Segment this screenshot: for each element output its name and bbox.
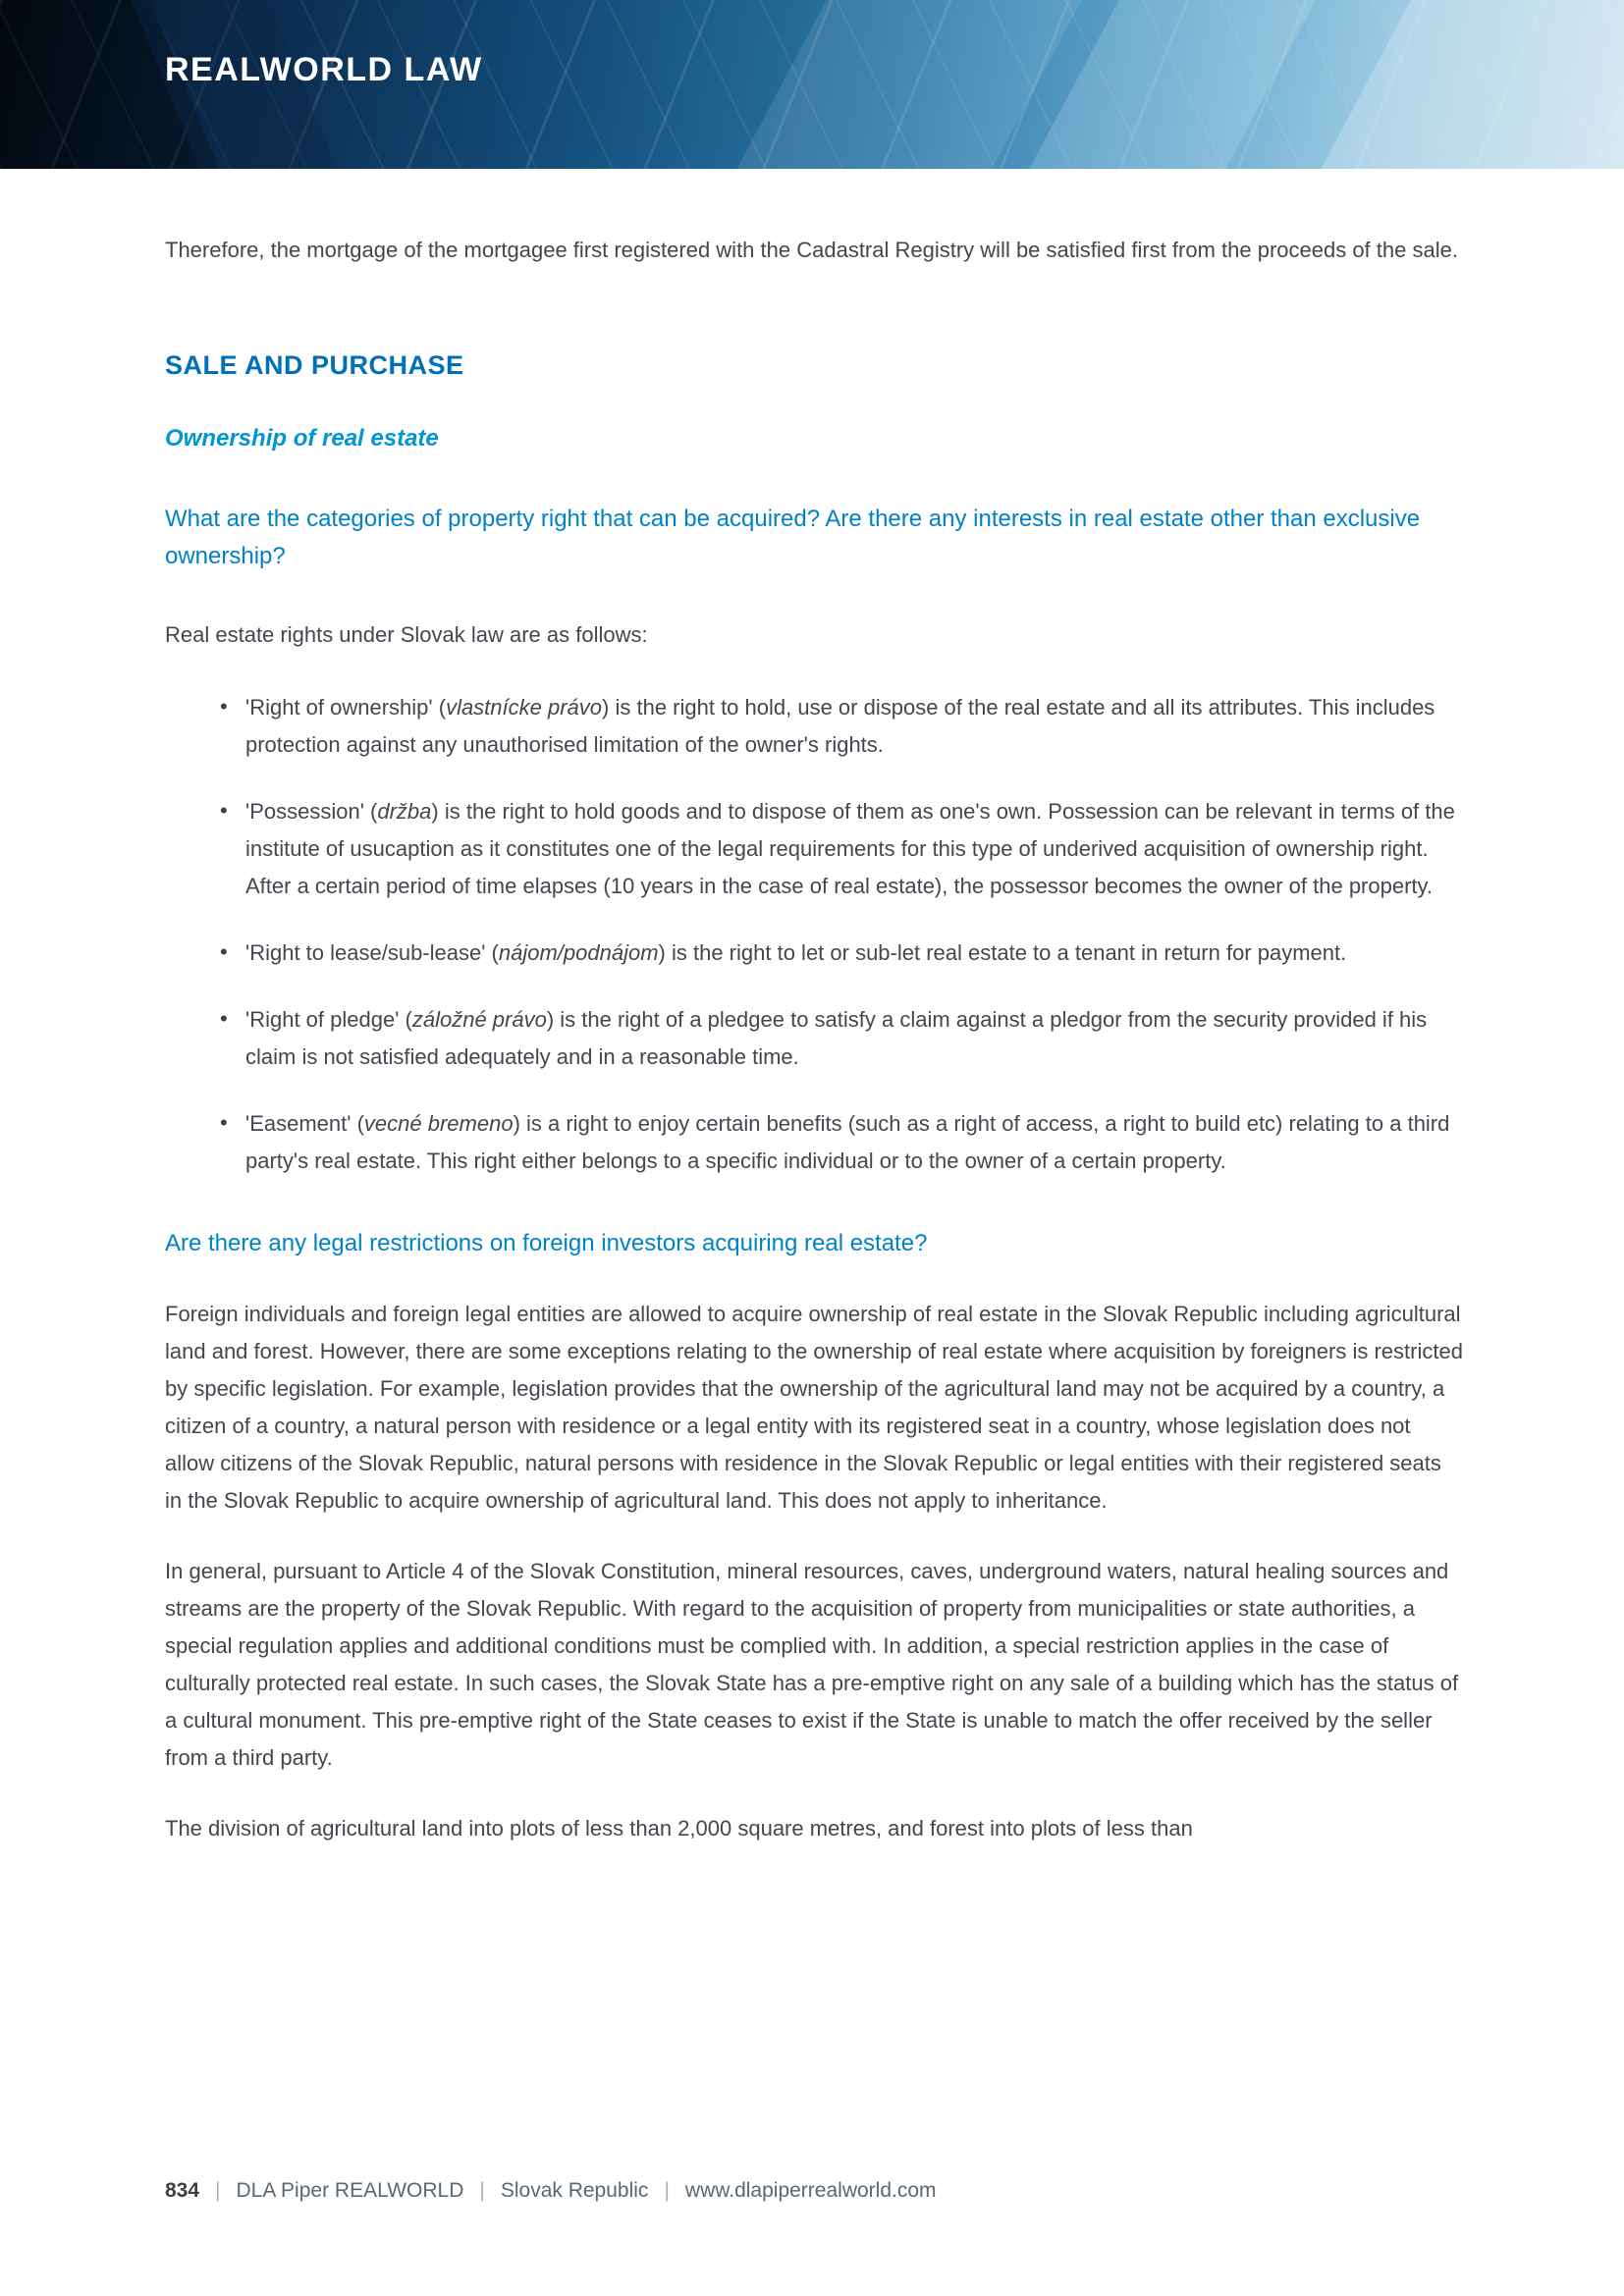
body-paragraph: In general, pursuant to Article 4 of the Slovak Constitution, mineral resources, caves, underground waters, natural healing sources and streams are the property of the Slovak Republic. With regard to the acquisition of property from municipalities or state authorities, a special regulation applies and additional conditions must be complied with. In addition, a special restriction applies in the case of culturally protected real estate. In such cases, the Slovak State has a pre-emptive right on any sale of a building which has the status of a cultural monument. This pre-emptive right of the State ceases to exist if the State is unable to match the offer received by the seller from a third party. bbox=[165, 1559, 1459, 1770]
list-item bbox=[165, 1001, 1463, 1076]
document-content bbox=[0, 169, 1624, 1847]
bullet-lead: 'Right to lease/sub-lease' ( bbox=[245, 940, 499, 965]
question-heading-2: Are there any legal restrictions on foreign investors acquiring real estate? bbox=[165, 1230, 928, 1256]
bullet-lead: 'Easement' ( bbox=[245, 1111, 364, 1136]
footer-separator: | bbox=[664, 2179, 670, 2202]
bullet-rest: ) is a right to enjoy certain benefits (such as a right of access, a right to build etc) relating to a third party's real estate. This right either belongs to a specific individual or to the owner of a certain property. bbox=[245, 1111, 1450, 1173]
bullet-term: nájom/podnájom bbox=[498, 940, 659, 965]
bullet-lead: 'Possession' ( bbox=[245, 799, 378, 824]
bullet-term: vecné bremeno bbox=[363, 1111, 514, 1136]
list-intro-paragraph: Real estate rights under Slovak law are as follows: bbox=[165, 622, 648, 647]
body-paragraph: Foreign individuals and foreign legal entities are allowed to acquire ownership of real estate in the Slovak Republic including agricultural land and forest. However, there are some exceptions relating to the ownership of real estate where acquisition by foreigners is restricted by specific legislation. For example, legislation provides that the ownership of the agricultural land may not be acquired by a country, a citizen of a country, a natural person with residence or a legal entity with its registered seat in a country, whose legislation does not allow citizens of the Slovak Republic, natural persons with residence in the Slovak Republic or legal entities with their registered seats in the Slovak Republic to acquire ownership of agricultural land. This does not apply to inheritance. bbox=[165, 1302, 1463, 1513]
question-heading-1: What are the categories of property right that can be acquired? Are there any interests in real estate other than exclusive ownership? bbox=[165, 506, 1421, 569]
page-footer bbox=[165, 2179, 937, 2203]
bullet-rest: ) is the right to let or sub-let real estate to a tenant in return for payment. bbox=[658, 940, 1347, 965]
list-item bbox=[165, 1105, 1463, 1180]
bullet-rest: ) is the right of a pledgee to satisfy a claim against a pledgor from the security provided if his claim is not satisfied adequately and in a reasonable time. bbox=[245, 1007, 1428, 1069]
rights-list bbox=[165, 689, 1463, 1180]
footer-separator: | bbox=[215, 2179, 221, 2202]
body-paragraph: The division of agricultural land into plots of less than 2,000 square metres, and forest into plots of less than bbox=[165, 1816, 1193, 1841]
page-header-banner bbox=[0, 0, 1624, 169]
bullet-rest: ) is the right to hold goods and to dispose of them as one's own. Possession can be relevant in terms of the institute of usucaption as it constitutes one of the legal requirements for this type of underived acquisition of ownership right. After a certain period of time elapses (10 years in the case of real estate), the possessor becomes the owner of the property. bbox=[245, 799, 1455, 898]
list-item bbox=[165, 689, 1463, 764]
footer-separator: | bbox=[479, 2179, 485, 2202]
section-heading: SALE AND PURCHASE bbox=[165, 350, 464, 380]
bullet-lead: 'Right of ownership' ( bbox=[245, 695, 447, 720]
footer-brand: DLA Piper REALWORLD bbox=[236, 2179, 464, 2202]
page-number: 834 bbox=[165, 2179, 200, 2202]
footer-country: Slovak Republic bbox=[500, 2179, 649, 2202]
intro-paragraph: Therefore, the mortgage of the mortgagee first registered with the Cadastral Registry will be satisfied first from the proceeds of the sale. bbox=[165, 238, 1458, 262]
bullet-rest: ) is the right to hold, use or dispose of the real estate and all its attributes. This includes protection against any unauthorised limitation of the owner's rights. bbox=[245, 695, 1435, 757]
footer-website-link[interactable]: www.dlapiperrealworld.com bbox=[684, 2179, 937, 2202]
header-art-facet bbox=[1291, 0, 1624, 169]
bullet-term: vlastnícke právo bbox=[446, 695, 603, 720]
brand-title: REALWORLD LAW bbox=[165, 51, 483, 88]
bullet-lead: 'Right of pledge' ( bbox=[245, 1007, 412, 1032]
list-item bbox=[165, 934, 1463, 972]
section-subheading: Ownership of real estate bbox=[165, 425, 439, 452]
bullet-term: záložné právo bbox=[411, 1007, 547, 1032]
list-item bbox=[165, 793, 1463, 905]
bullet-term: držba bbox=[377, 799, 432, 824]
